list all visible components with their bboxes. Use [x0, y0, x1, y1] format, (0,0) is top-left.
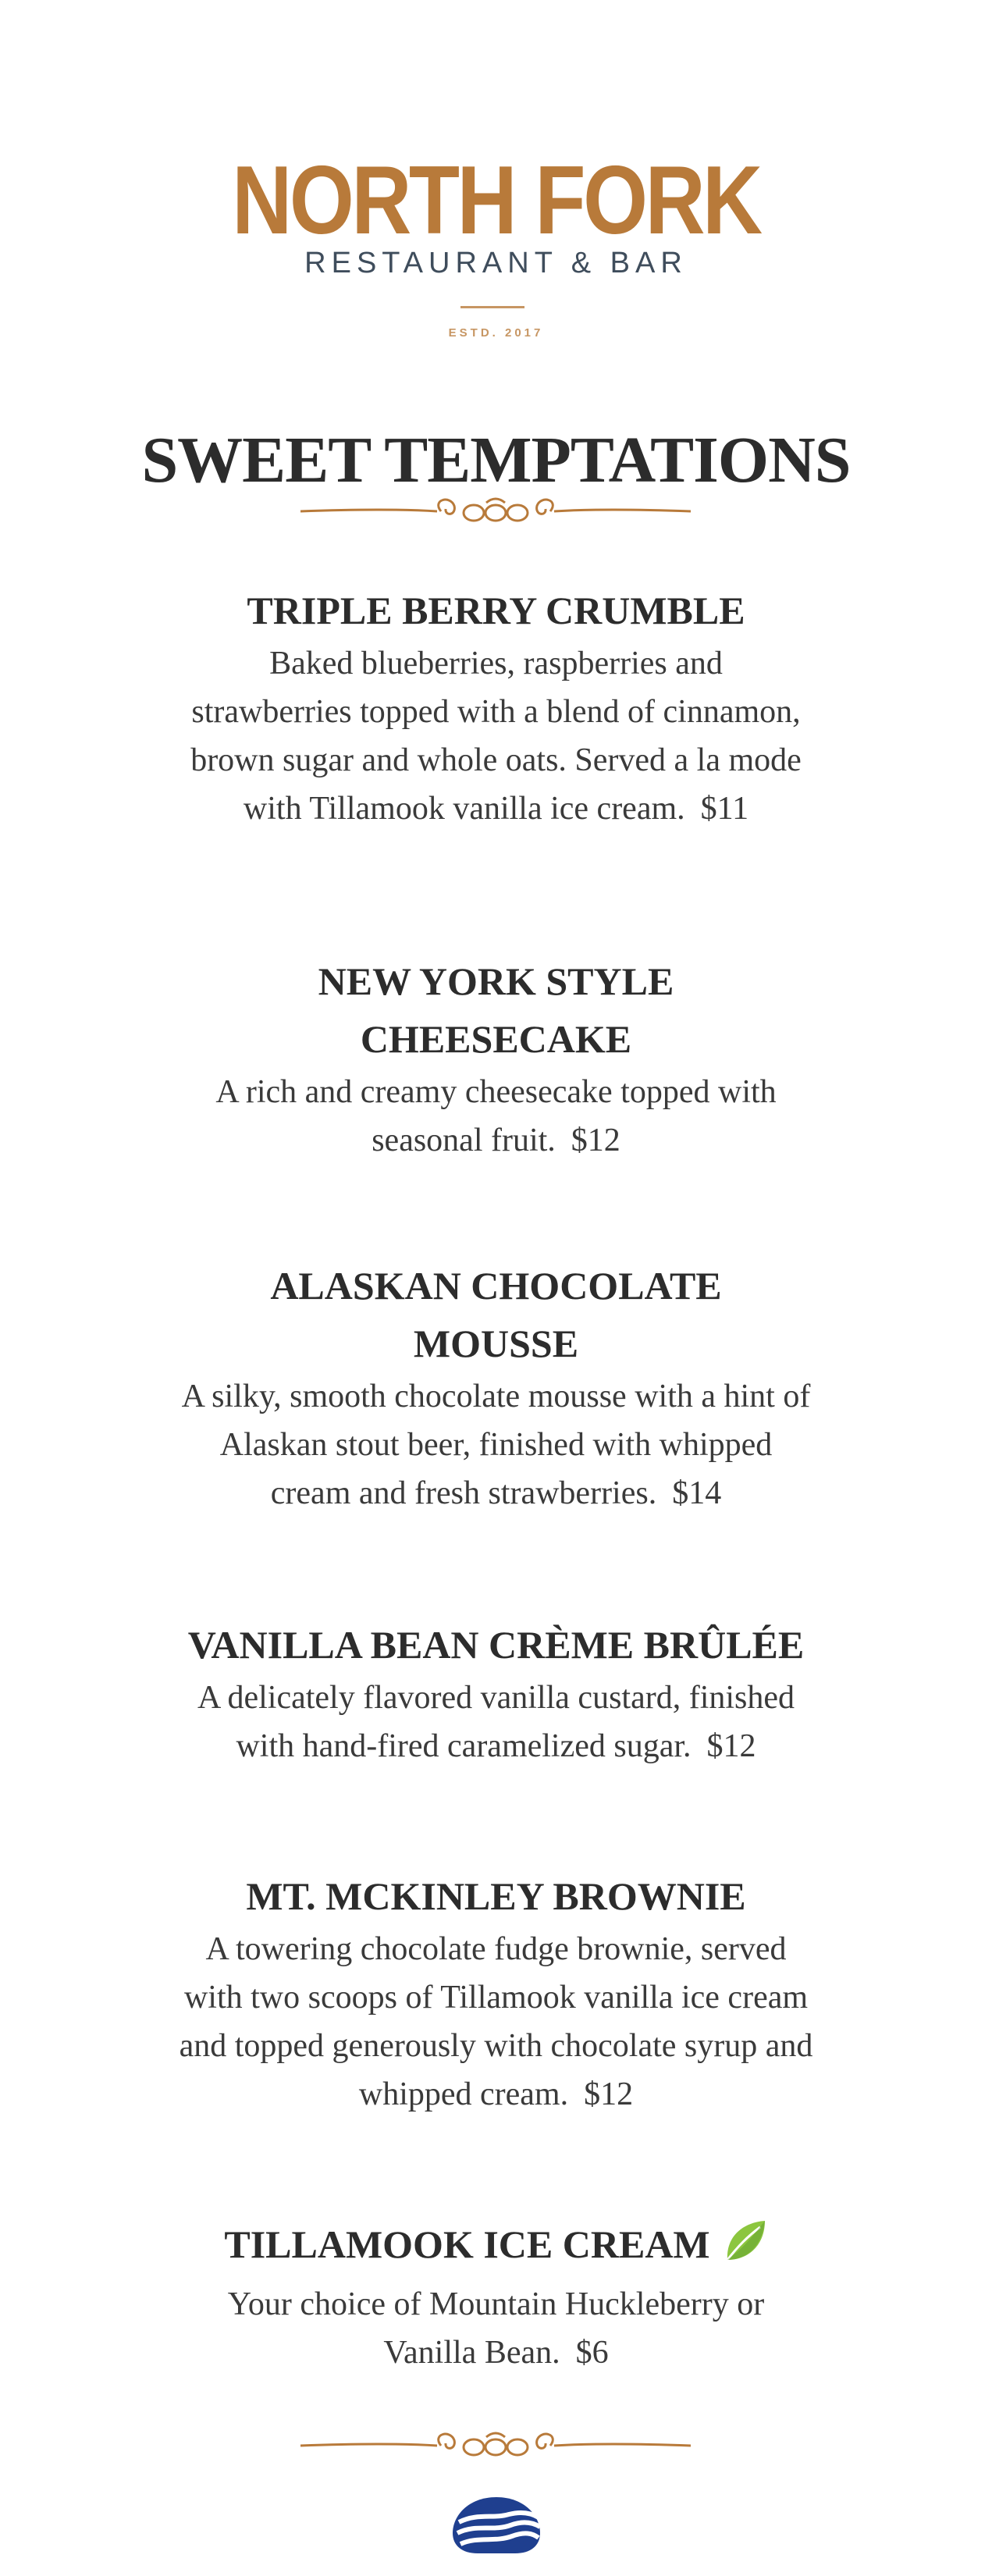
- item-description: Your choice of Mountain Huckleberry or: [227, 2286, 765, 2322]
- item-description: and topped generously with chocolate syrup and: [179, 2028, 813, 2064]
- item-description: A towering chocolate fudge brownie, served: [205, 1931, 787, 1967]
- item-price: $11: [700, 791, 749, 827]
- brand-logo-name: NORTH FORK: [232, 147, 760, 254]
- ornament-divider-bottom: [300, 2426, 691, 2465]
- item-price: $14: [672, 1475, 722, 1511]
- item-description: Alaskan stout beer, finished with whipped: [219, 1427, 773, 1463]
- item-description: strawberries topped with a blend of cinnamon,: [191, 694, 801, 730]
- item-name: MT. MCKINLEY BROWNIE: [246, 1874, 746, 1918]
- logo-divider: [460, 306, 524, 308]
- menu-item-new-york-cheesecake: [94, 952, 898, 1165]
- menu-title: SWEET TEMPTATIONS: [141, 424, 851, 496]
- cruise-line-logo-icon: [446, 2494, 546, 2556]
- item-name: NEW YORK STYLE: [318, 959, 674, 1003]
- item-price: $12: [584, 2076, 634, 2112]
- item-description: seasonal fruit.: [372, 1123, 556, 1158]
- menu-item-mckinley-brownie: [94, 1867, 898, 2119]
- item-price: $12: [706, 1728, 756, 1764]
- item-description: A delicately flavored vanilla custard, finished: [197, 1680, 795, 1716]
- menu-item-triple-berry-crumble: [94, 582, 898, 833]
- item-name: CHEESECAKE: [360, 1017, 632, 1061]
- ornament-divider-top: [300, 492, 691, 531]
- item-description: whipped cream.: [358, 2076, 569, 2112]
- brand-logo-subtitle: RESTAURANT & BAR: [304, 247, 688, 279]
- item-name: TILLAMOOK ICE CREAM: [224, 2222, 710, 2266]
- item-description: Baked blueberries, raspberries and: [269, 646, 723, 681]
- menu-item-alaskan-chocolate-mousse: [94, 1257, 898, 1517]
- menu-item-creme-brulee: [94, 1616, 898, 1770]
- item-description: A rich and creamy cheesecake topped with: [215, 1074, 777, 1110]
- item-description: cream and fresh strawberries.: [270, 1475, 657, 1511]
- menu-item-tillamook-ice-cream: [94, 2215, 898, 2377]
- established-label: ESTD. 2017: [448, 326, 544, 340]
- item-description: brown sugar and whole oats. Served a la mode: [190, 742, 802, 778]
- item-name: ALASKAN CHOCOLATE: [270, 1264, 722, 1308]
- item-price: $12: [571, 1123, 620, 1158]
- item-description: A silky, smooth chocolate mousse with a hint of: [181, 1379, 811, 1414]
- item-name: TRIPLE BERRY CRUMBLE: [247, 589, 745, 632]
- item-price: $6: [575, 2334, 609, 2371]
- item-name: MOUSSE: [413, 1322, 579, 1365]
- item-description: with two scoops of Tillamook vanilla ice cream: [183, 1980, 809, 2016]
- vegetarian-leaf-icon: [721, 2218, 768, 2280]
- item-description: with Tillamook vanilla ice cream.: [243, 791, 685, 827]
- item-description: Vanilla Bean.: [383, 2334, 560, 2371]
- item-description: with hand-fired caramelized sugar.: [236, 1728, 692, 1764]
- item-name: VANILLA BEAN CRÈME BRÛLÉE: [187, 1623, 805, 1667]
